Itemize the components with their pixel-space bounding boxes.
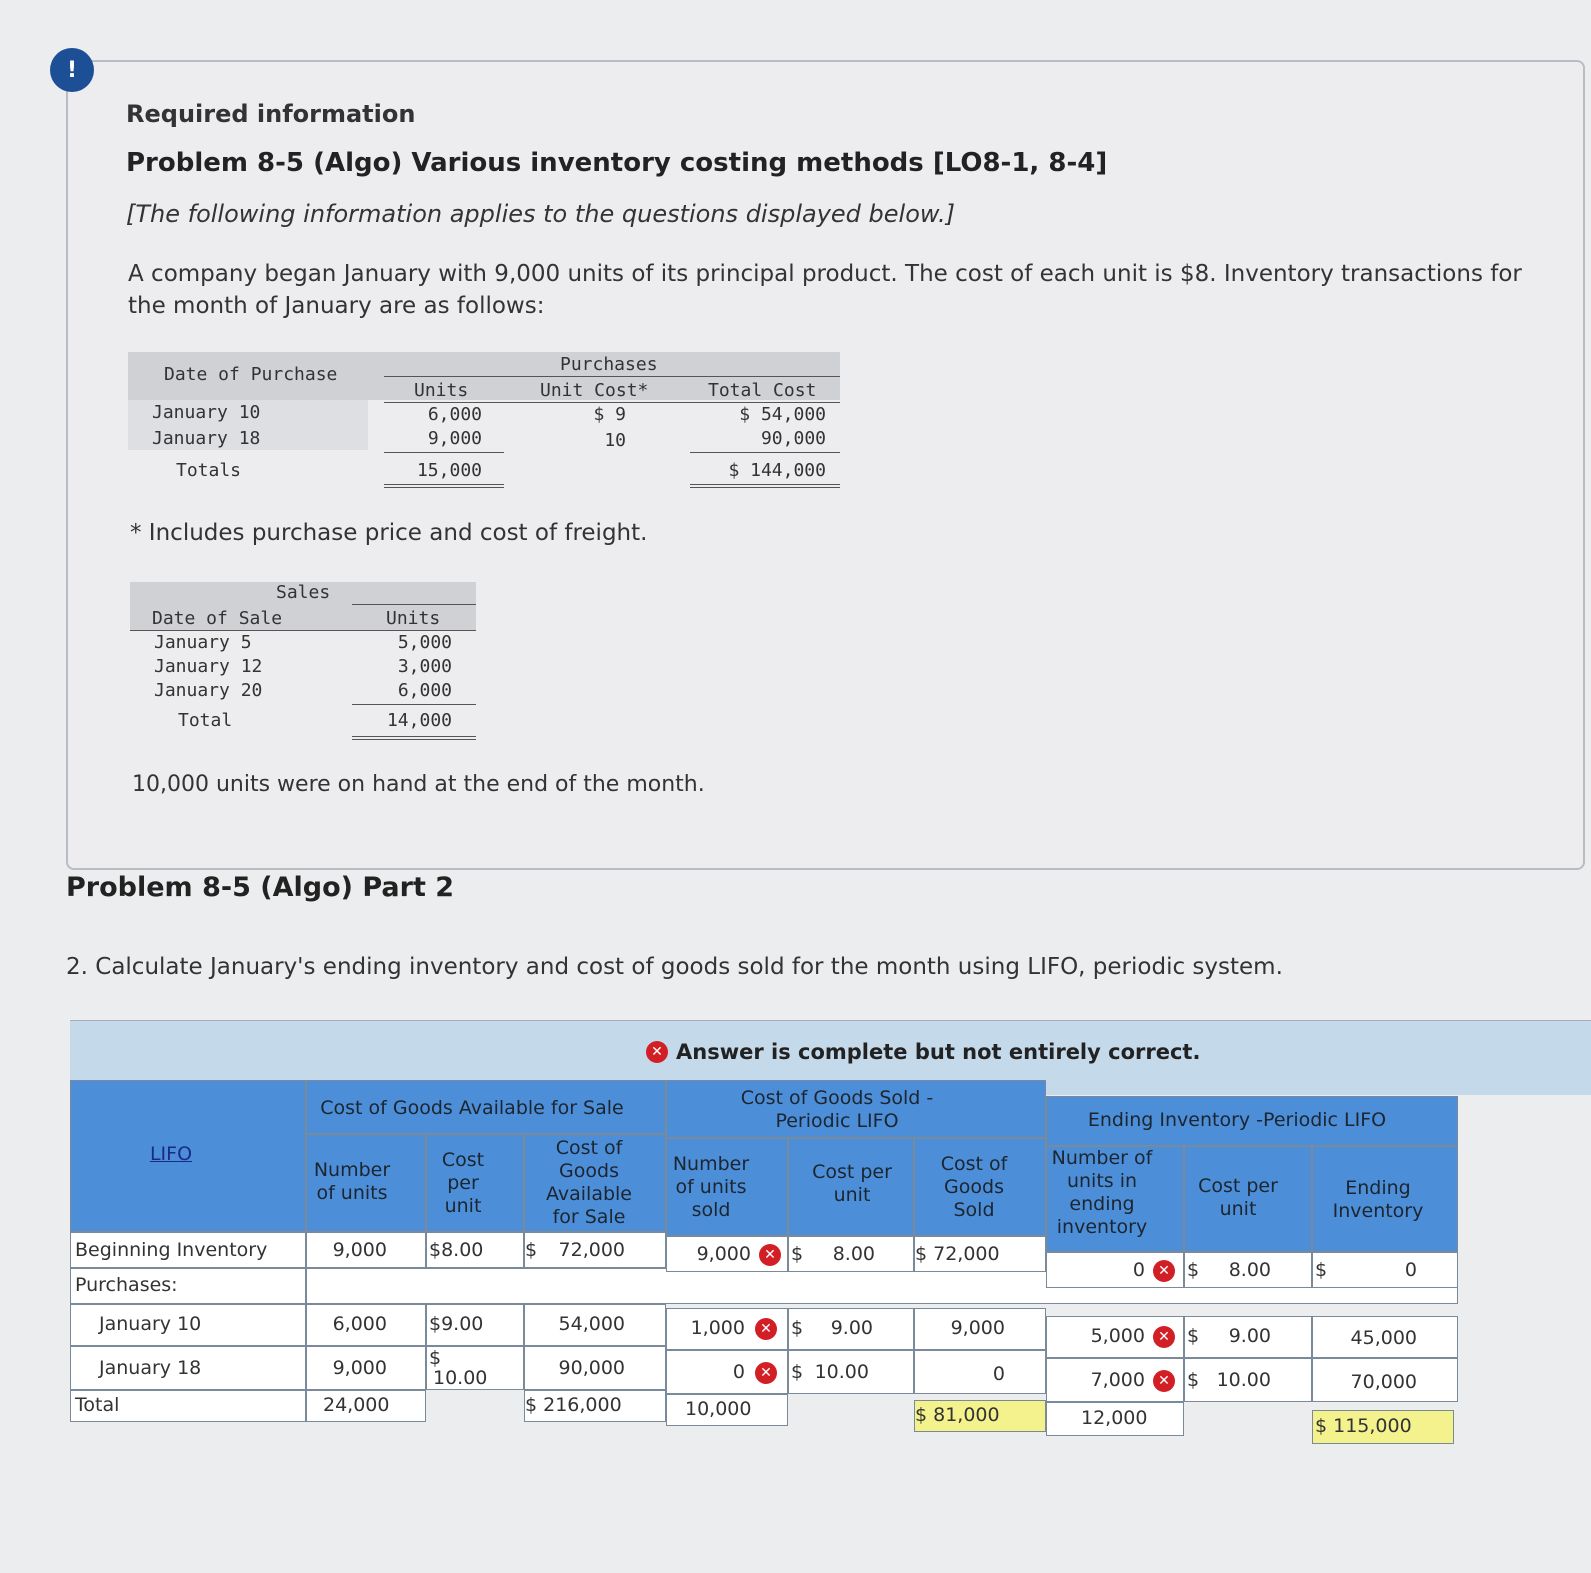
jan10-end-cost-cell[interactable]: $ 9.00 — [1184, 1316, 1312, 1358]
jan10-sold-units-input[interactable]: 1,000 ✕ — [666, 1308, 788, 1350]
beg-sold-cost-cell[interactable]: $ 8.00 — [788, 1236, 914, 1272]
beg-units-cell[interactable]: 9,000 — [306, 1232, 426, 1268]
sold-units-header: Number of units sold — [672, 1153, 750, 1221]
purchase-date: January 10 — [152, 402, 261, 423]
row-label-jan18: January 18 — [99, 1357, 202, 1379]
jan10-end-total-cell[interactable]: 45,000 — [1312, 1316, 1458, 1358]
total-cogs-cell: $ 81,000 — [914, 1400, 1046, 1432]
cogas-group-header: Cost of Goods Available for Sale — [306, 1080, 666, 1134]
purchases-totals-units: 15,000 — [416, 460, 482, 481]
jan18-units-cell[interactable]: 9,000 — [306, 1346, 426, 1390]
jan18-sold-units-input[interactable]: 0 ✕ — [666, 1350, 788, 1394]
sold-cost-header: Cost per unit — [812, 1161, 892, 1206]
answer-status — [646, 1040, 1200, 1064]
incorrect-icon: ✕ — [1153, 1326, 1175, 1348]
row-label-jan10: January 10 — [99, 1313, 202, 1335]
avail-units-header: Number of units — [313, 1159, 391, 1204]
row-label-total: Total — [75, 1394, 120, 1416]
purchases-totals-label: Totals — [176, 460, 242, 481]
end-cost-header: Cost per unit — [1198, 1175, 1278, 1220]
problem-title: Problem 8-5 (Algo) Various inventory costing methods [LO8-1, 8-4] — [126, 148, 1108, 178]
purchase-total-cost: 90,000 — [760, 428, 826, 449]
end-units-header: Number of units in ending inventory — [1051, 1147, 1153, 1238]
row-label-purchases: Purchases: — [75, 1274, 178, 1296]
jan10-units-cell[interactable]: 6,000 — [306, 1304, 426, 1346]
end-total-header: Ending Inventory — [1332, 1177, 1424, 1222]
beg-end-units-input[interactable]: 0 ✕ — [1046, 1252, 1184, 1288]
beg-cost-cell[interactable]: $8.00 — [426, 1232, 524, 1268]
jan10-end-units-input[interactable]: 5,000 ✕ — [1046, 1316, 1184, 1358]
date-of-sale-header: Date of Sale — [152, 608, 283, 629]
incorrect-icon: ✕ — [1153, 1260, 1175, 1282]
total-cogas-cell: $ 216,000 — [524, 1390, 666, 1422]
total-cost-col-header: Total Cost — [708, 380, 817, 401]
beg-end-cost-cell[interactable]: $ 8.00 — [1184, 1252, 1312, 1288]
sales-units-header: Units — [386, 608, 441, 629]
total-end-units-cell: 12,000 — [1046, 1402, 1184, 1436]
incorrect-icon: ✕ — [1153, 1370, 1175, 1392]
jan10-sold-total-cell[interactable]: 9,000 — [914, 1308, 1046, 1350]
jan18-total-cell[interactable]: 90,000 — [524, 1346, 666, 1390]
jan10-total-cell[interactable]: 54,000 — [524, 1304, 666, 1346]
total-ending-inventory-cell: $ 115,000 — [1312, 1410, 1454, 1444]
avail-cost-header: Cost per unit — [441, 1149, 485, 1217]
avail-total-header: Cost of Goods Available for Sale — [545, 1137, 632, 1228]
ending-inventory-group-header: Ending Inventory -Periodic LIFO — [1046, 1096, 1458, 1146]
lifo-worksheet — [70, 1080, 1458, 1444]
purchase-unit-cost: $ 9 — [593, 404, 626, 425]
purchase-units: 9,000 — [427, 428, 482, 449]
beg-end-total-cell[interactable]: $ 0 — [1312, 1252, 1458, 1288]
purchase-units: 6,000 — [427, 404, 482, 425]
incorrect-icon: ✕ — [759, 1244, 781, 1266]
purchases-group-header: Purchases — [560, 354, 658, 375]
sales-total-label: Total — [178, 710, 233, 731]
unit-cost-col-header: Unit Cost* — [540, 380, 649, 401]
date-of-purchase-header: Date of Purchase — [164, 364, 338, 385]
sold-total-header: Cost of Goods Sold — [940, 1153, 1008, 1221]
jan18-end-cost-cell[interactable]: $ 10.00 — [1184, 1358, 1312, 1402]
jan18-end-units-input[interactable]: 7,000 ✕ — [1046, 1358, 1184, 1402]
sale-units: 6,000 — [397, 680, 452, 701]
jan18-sold-total-cell[interactable]: 0 — [914, 1350, 1046, 1394]
jan18-sold-cost-cell[interactable]: $ 10.00 — [788, 1350, 914, 1394]
sales-group-header: Sales — [276, 582, 331, 603]
total-sold-units-cell: 10,000 — [666, 1394, 788, 1426]
sale-units: 3,000 — [397, 656, 452, 677]
required-information-heading: Required information — [126, 100, 416, 128]
answer-status-text: Answer is complete but not entirely correct. — [676, 1040, 1201, 1064]
total-units-cell: 24,000 — [306, 1390, 426, 1422]
jan10-sold-cost-cell[interactable]: $ 9.00 — [788, 1308, 914, 1350]
jan18-cost-cell[interactable]: $ 10.00 — [426, 1346, 524, 1390]
freight-footnote: * Includes purchase price and cost of freight. — [130, 520, 648, 546]
jan10-cost-cell[interactable]: $9.00 — [426, 1304, 524, 1346]
part-title: Problem 8-5 (Algo) Part 2 — [66, 872, 455, 903]
purchase-unit-cost: 10 — [604, 430, 626, 451]
jan18-end-total-cell[interactable]: 70,000 — [1312, 1358, 1458, 1402]
applies-note: [The following information applies to the questions displayed below.] — [126, 200, 955, 228]
incorrect-icon: ✕ — [755, 1362, 777, 1384]
row-label-beginning: Beginning Inventory — [75, 1239, 268, 1261]
sales-total-units: 14,000 — [386, 710, 452, 731]
sale-date: January 12 — [154, 656, 263, 677]
units-col-header: Units — [414, 380, 469, 401]
question-text: 2. Calculate January's ending inventory and cost of goods sold for the month using LIFO, periodic system. — [66, 954, 1283, 980]
beg-sold-total-cell[interactable]: $ 72,000 — [914, 1236, 1046, 1272]
purchase-total-cost: $ 54,000 — [739, 404, 826, 425]
purchases-totals-cost: $ 144,000 — [728, 460, 826, 481]
sale-date: January 20 — [154, 680, 263, 701]
incorrect-icon: ✕ — [755, 1318, 777, 1340]
beg-sold-units-input[interactable]: 9,000 ✕ — [666, 1236, 788, 1272]
purchase-date: January 18 — [152, 428, 261, 449]
cogs-group-header: Cost of Goods Sold - Periodic LIFO — [666, 1080, 1046, 1138]
incorrect-icon: ✕ — [646, 1041, 668, 1063]
lifo-header-cell — [70, 1080, 306, 1232]
intro-text: A company began January with 9,000 units of its principal product. The cost of each unit is $8. Inventory transactions for the month of January are as follows: — [128, 261, 1522, 319]
sale-date: January 5 — [154, 632, 252, 653]
end-of-month-note: 10,000 units were on hand at the end of the month. — [132, 772, 705, 797]
sale-units: 5,000 — [397, 632, 452, 653]
lifo-link[interactable]: LIFO — [149, 1143, 193, 1165]
beg-total-cell[interactable]: $ 72,000 — [524, 1232, 666, 1268]
alert-icon: ! — [50, 48, 94, 92]
